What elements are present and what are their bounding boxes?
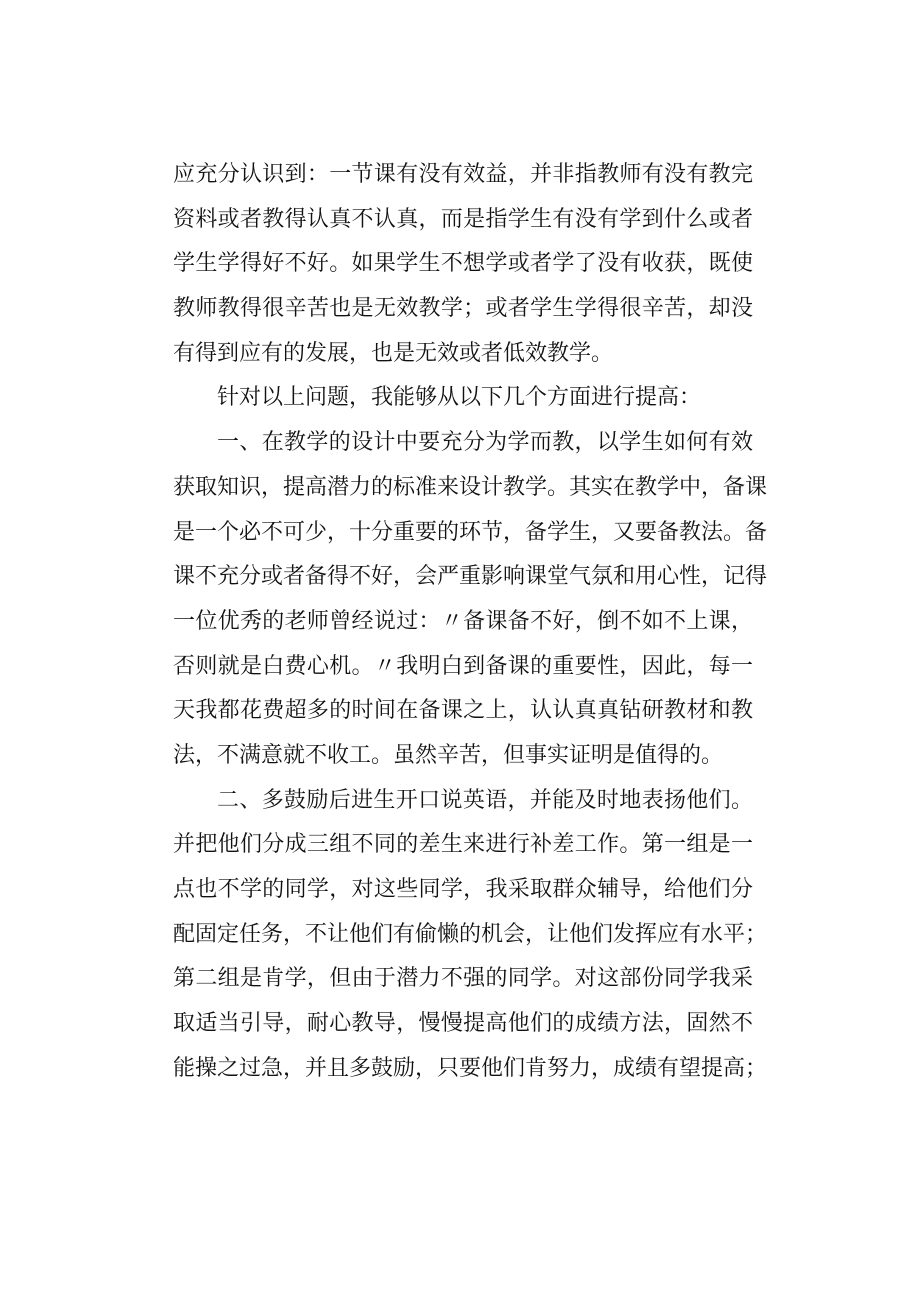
paragraph-1-line-1: 应充分认识到：一节课有没有效益，并非指教师有没有教完 xyxy=(173,162,753,187)
paragraph-4-line-4: 配固定任务，不让他们有偷懒的机会，让他们发挥应有水平； xyxy=(173,921,768,947)
paragraph-3-line-6: 否则就是白费心机。〃我明白到备课的重要性，因此，每一 xyxy=(173,653,753,679)
paragraph-3-line-3: 是一个必不可少，十分重要的环节，备学生，又要备教法。备 xyxy=(173,519,768,545)
paragraph-4-line-2: 并把他们分成三组不同的差生来进行补差工作。第一组是一 xyxy=(173,832,753,858)
paragraph-4-line-7: 能操之过急，并且多鼓励，只要他们肯努力，成绩有望提高； xyxy=(173,1055,768,1081)
paragraph-3-line-2: 获取知识，提高潜力的标准来设计教学。其实在教学中，备课 xyxy=(173,474,768,500)
paragraph-1-line-3: 学生学得好不好。如果学生不想学或者学了没有收获，既使 xyxy=(173,251,753,277)
paragraph-4-line-3: 点也不学的同学，对这些同学，我采取群众辅导，给他们分 xyxy=(173,877,753,902)
paragraph-3-line-5: 一位优秀的老师曾经说过：〃备课备不好，倒不如不上课， xyxy=(173,608,753,634)
paragraph-4-line-6: 取适当引导，耐心教导，慢慢提高他们的成绩方法，固然不 xyxy=(173,1011,753,1037)
paragraph-4-line-5: 第二组是肯学，但由于潜力不强的同学。对这部份同学我采 xyxy=(173,966,753,992)
paragraph-3-line-8: 法，不满意就不收工。虽然辛苦，但事实证明是值得的。 xyxy=(173,742,724,768)
paragraph-4-line-1: 二、多鼓励后进生开口说英语，并能及时地表扬他们。 xyxy=(217,787,753,813)
paragraph-3-line-1: 一、在教学的设计中要充分为学而教，以学生如何有效 xyxy=(217,430,753,456)
paragraph-1-line-5: 有得到应有的发展，也是无效或者低效教学。 xyxy=(173,340,614,366)
paragraph-1-line-4: 教师教得很辛苦也是无效教学；或者学生学得很辛苦，却没 xyxy=(173,296,753,322)
document-body xyxy=(173,153,768,1091)
paragraph-1-line-2: 资料或者教得认真不认真，而是指学生有没有学到什么或者 xyxy=(173,206,753,232)
paragraph-2-line-1: 针对以上问题，我能够从以下几个方面进行提高： xyxy=(217,385,702,411)
paragraph-3-line-4: 课不充分或者备得不好，会严重影响课堂气氛和用心性，记得 xyxy=(173,564,768,590)
paragraph-3-line-7: 天我都花费超多的时间在备课之上，认认真真钻研教材和教 xyxy=(173,698,753,724)
